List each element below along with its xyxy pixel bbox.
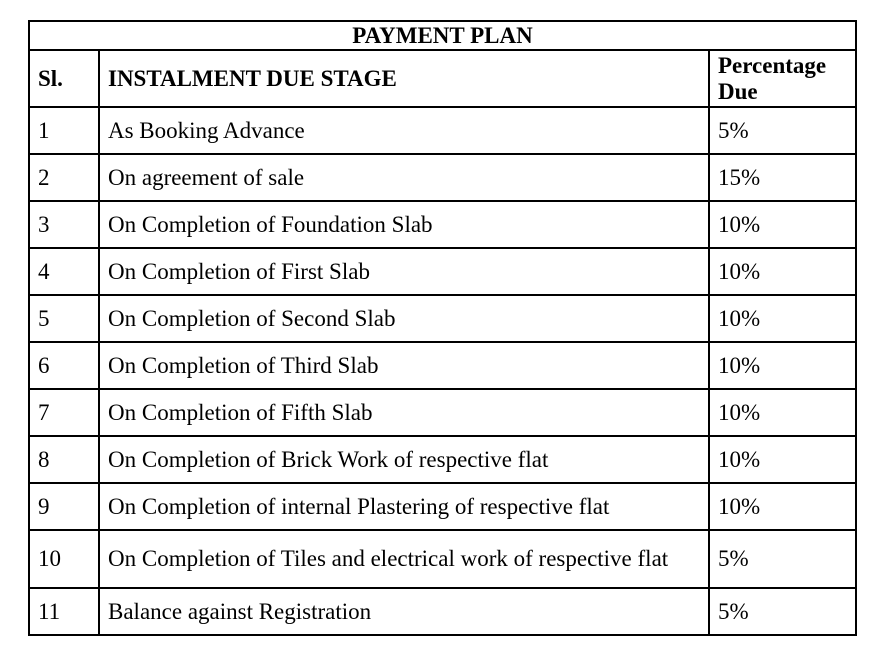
row-sl: 6 — [29, 342, 99, 389]
row-percentage: 10% — [709, 295, 856, 342]
row-stage: On Completion of Brick Work of respective flat — [99, 436, 709, 483]
row-sl: 7 — [29, 389, 99, 436]
table-row — [29, 248, 856, 295]
row-stage: On Completion of internal Plastering of respective flat — [99, 483, 709, 530]
row-percentage: 15% — [709, 154, 856, 201]
row-sl: 8 — [29, 436, 99, 483]
row-stage: On Completion of Fifth Slab — [99, 389, 709, 436]
title-row — [29, 21, 856, 50]
table-row — [29, 342, 856, 389]
row-percentage: 10% — [709, 342, 856, 389]
row-stage: On Completion of Tiles and electrical work of respective flat — [99, 530, 709, 588]
table-row — [29, 107, 856, 154]
row-sl: 10 — [29, 530, 99, 588]
table-row — [29, 588, 856, 635]
table-row — [29, 483, 856, 530]
row-stage: On Completion of Second Slab — [99, 295, 709, 342]
row-percentage: 10% — [709, 201, 856, 248]
row-sl: 9 — [29, 483, 99, 530]
row-percentage: 10% — [709, 389, 856, 436]
header-percentage — [709, 50, 856, 107]
row-sl: 2 — [29, 154, 99, 201]
row-stage: On Completion of Third Slab — [99, 342, 709, 389]
payment-plan-container — [28, 20, 857, 636]
table-title: PAYMENT PLAN — [29, 21, 856, 50]
row-stage: On Completion of First Slab — [99, 248, 709, 295]
row-stage: As Booking Advance — [99, 107, 709, 154]
row-percentage: 10% — [709, 436, 856, 483]
row-stage: On agreement of sale — [99, 154, 709, 201]
table-row — [29, 389, 856, 436]
row-percentage: 10% — [709, 248, 856, 295]
payment-plan-table — [28, 20, 857, 636]
row-percentage: 10% — [709, 483, 856, 530]
row-stage: On Completion of Foundation Slab — [99, 201, 709, 248]
header-percentage-line2: Due — [718, 78, 758, 104]
row-percentage: 5% — [709, 107, 856, 154]
row-sl: 11 — [29, 588, 99, 635]
table-row — [29, 530, 856, 588]
table-row — [29, 436, 856, 483]
table-row — [29, 154, 856, 201]
row-sl: 1 — [29, 107, 99, 154]
table-row — [29, 295, 856, 342]
header-percentage-line1: Percentage — [718, 52, 827, 78]
row-stage: Balance against Registration — [99, 588, 709, 635]
header-row — [29, 50, 856, 107]
table-row — [29, 201, 856, 248]
header-sl: Sl. — [29, 50, 99, 107]
row-percentage: 5% — [709, 530, 856, 588]
row-percentage: 5% — [709, 588, 856, 635]
row-sl: 5 — [29, 295, 99, 342]
row-sl: 4 — [29, 248, 99, 295]
row-sl: 3 — [29, 201, 99, 248]
header-stage: INSTALMENT DUE STAGE — [99, 50, 709, 107]
